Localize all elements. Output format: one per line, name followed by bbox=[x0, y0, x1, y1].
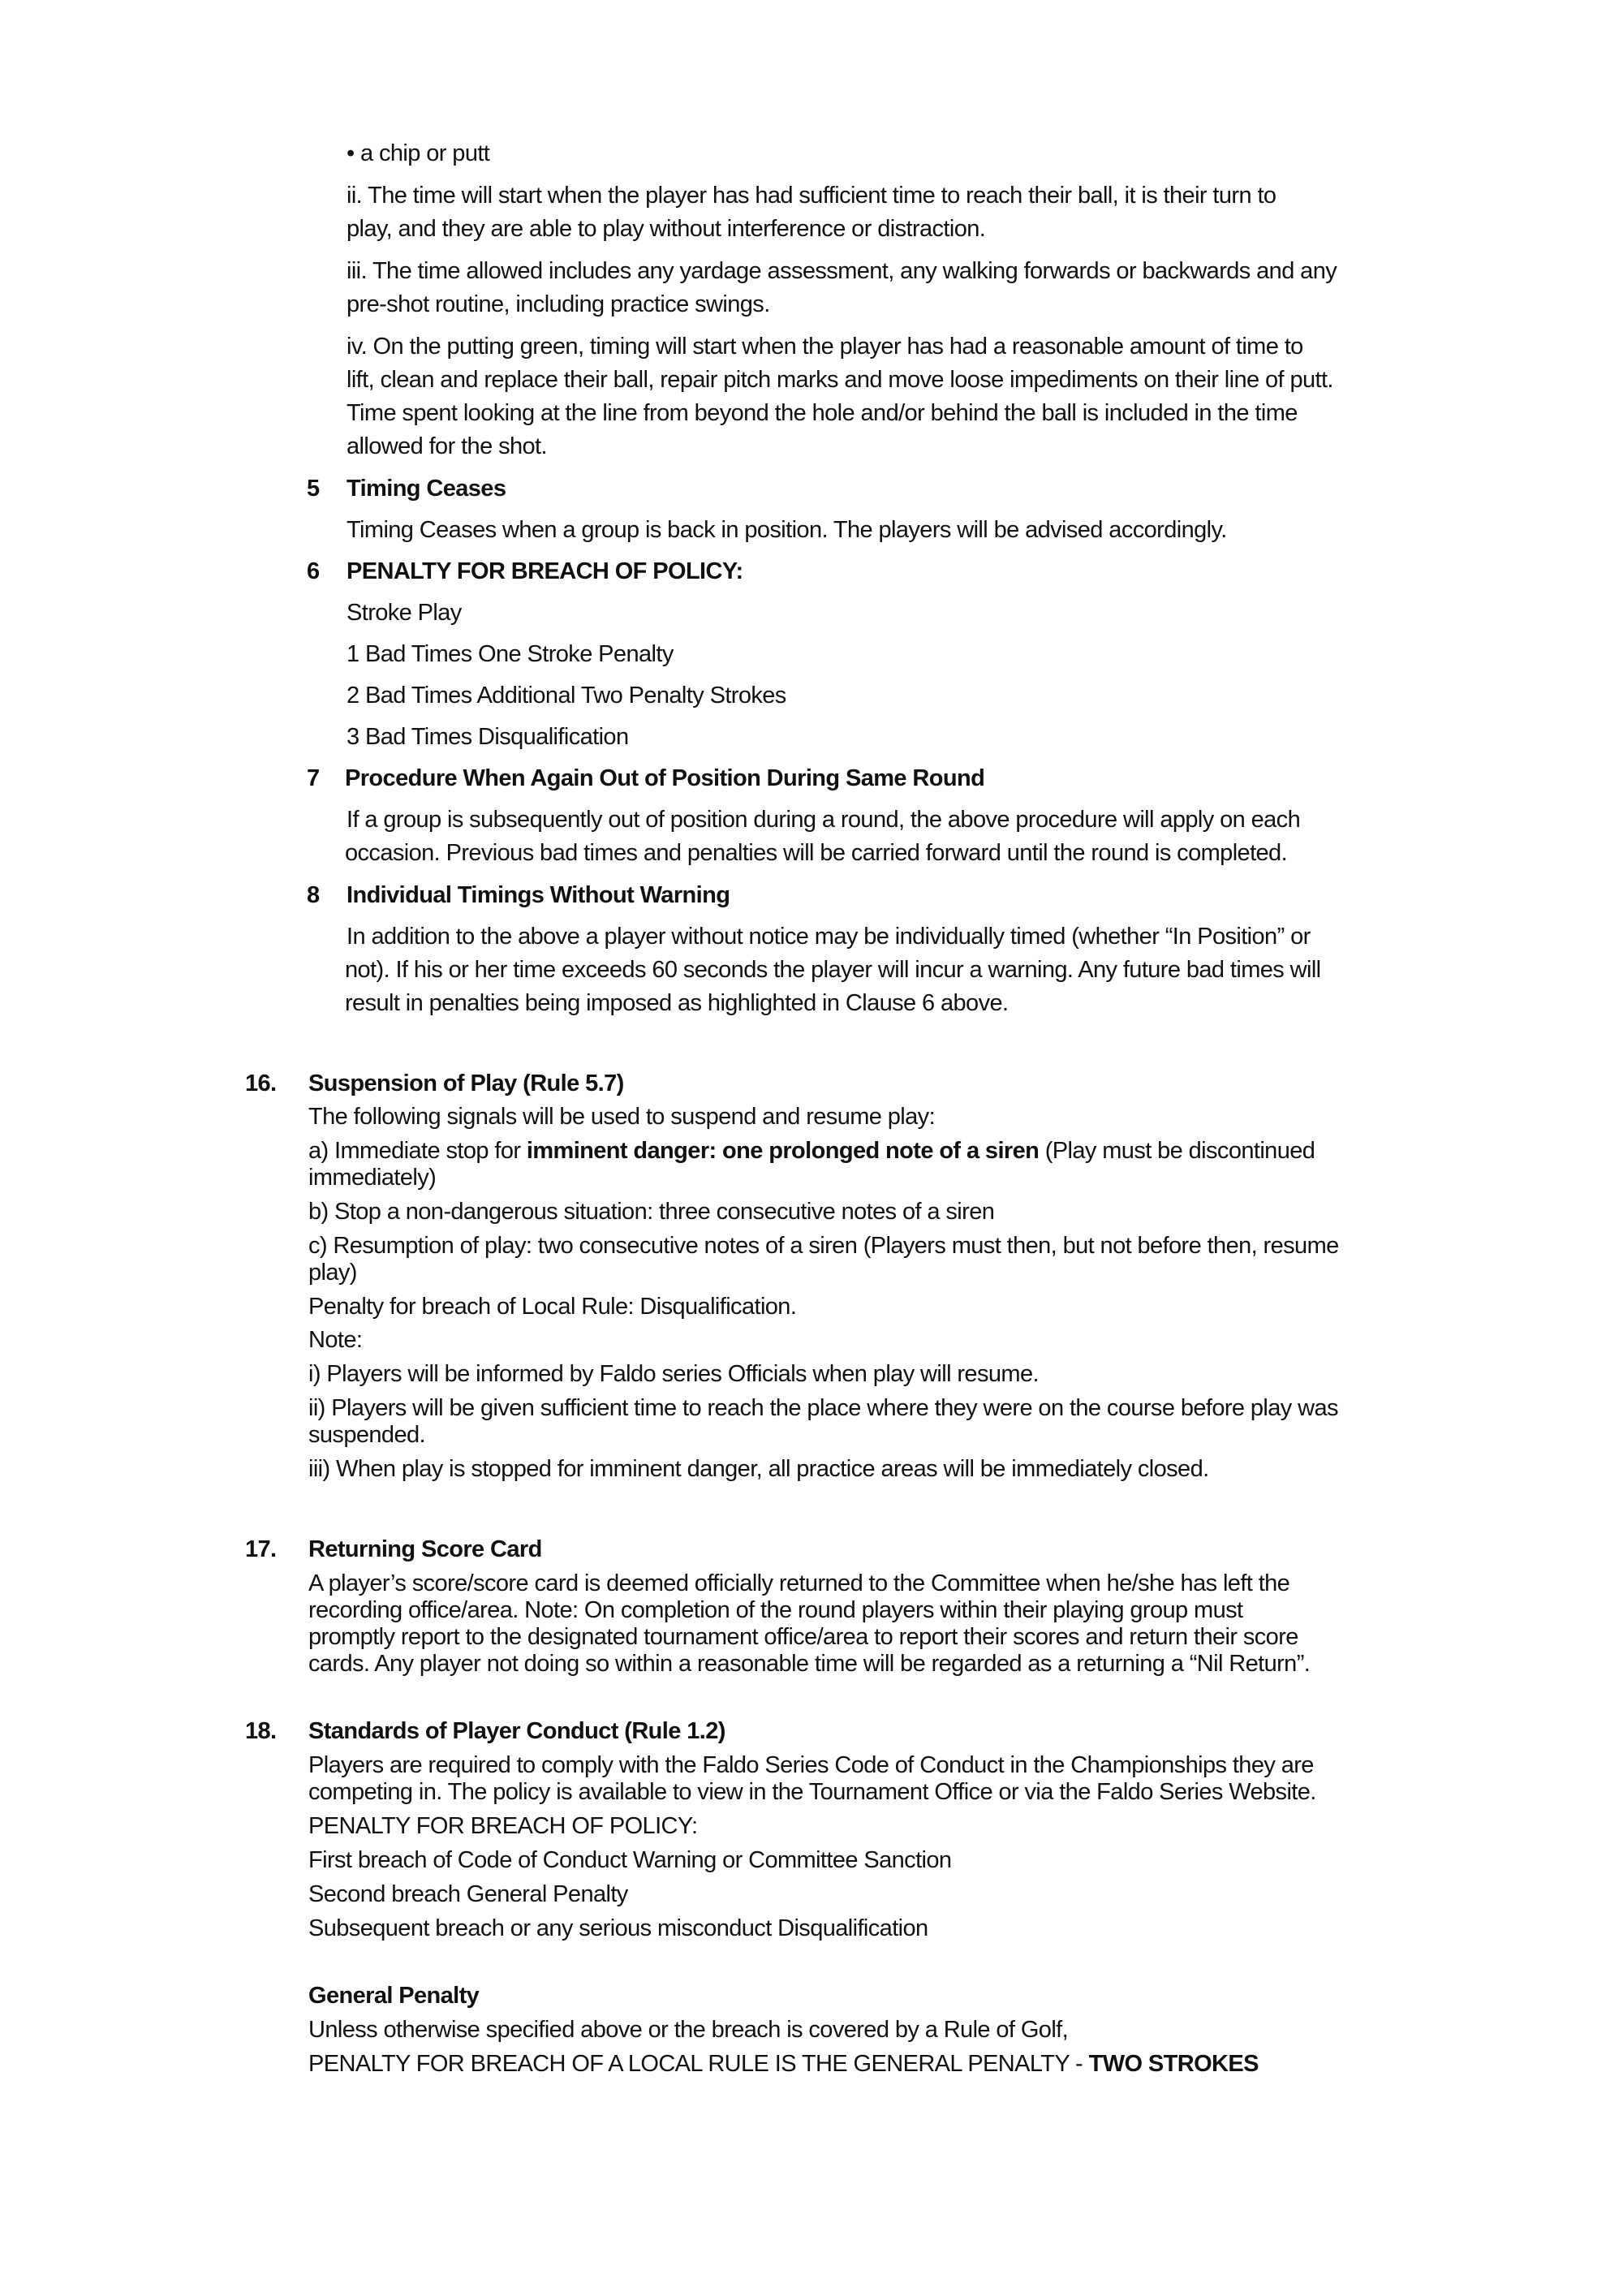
section-18-title: Standards of Player Conduct (Rule 1.2) bbox=[308, 1718, 725, 1744]
section-16-signal-c-cont: play) bbox=[308, 1260, 357, 1286]
section-18-penalty-second: Second breach General Penalty bbox=[308, 1881, 628, 1907]
section-16-number: 16. bbox=[245, 1070, 277, 1096]
section-18-line-1: Players are required to comply with the Faldo Series Code of Conduct in the Championships they are bbox=[308, 1752, 1314, 1778]
section-17-line-2: recording office/area. Note: On completion of the round players within their playing group must bbox=[308, 1597, 1243, 1623]
section-16-penalty: Penalty for breach of Local Rule: Disqualification. bbox=[308, 1294, 797, 1320]
section-16-note-ii-cont: suspended. bbox=[308, 1422, 425, 1448]
clause-5-number: 5 bbox=[307, 476, 320, 502]
section-18-penalty-subsequent: Subsequent breach or any serious misconduct Disqualification bbox=[308, 1915, 928, 1941]
clause-5-text: Timing Ceases when a group is back in position. The players will be advised accordingly. bbox=[347, 517, 1227, 543]
clause-7-line-2: occasion. Previous bad times and penalties will be carried forward until the round is completed. bbox=[345, 840, 1288, 866]
sub-item-ii-cont: play, and they are able to play without interference or distraction. bbox=[347, 216, 986, 242]
clause-8-title: Individual Timings Without Warning bbox=[347, 882, 730, 908]
clause-6-line-1: 1 Bad Times One Stroke Penalty bbox=[347, 641, 674, 667]
clause-8-line-3: result in penalties being imposed as highlighted in Clause 6 above. bbox=[345, 990, 1009, 1016]
section-16-note-ii: ii) Players will be given sufficient time to reach the place where they were on the course before play was bbox=[308, 1395, 1338, 1421]
bullet-chip-or-putt: • a chip or putt bbox=[347, 140, 490, 166]
clause-7-title: Procedure When Again Out of Position During Same Round bbox=[345, 765, 985, 791]
sub-item-ii: ii. The time will start when the player has had sufficient time to reach their ball, it is their turn to bbox=[347, 183, 1276, 209]
general-penalty-line-1: Unless otherwise specified above or the breach is covered by a Rule of Golf, bbox=[308, 2017, 1069, 2043]
imminent-danger-emphasis: imminent danger: one prolonged note of a siren bbox=[526, 1138, 1040, 1164]
section-16-note-i: i) Players will be informed by Faldo series Officials when play will resume. bbox=[308, 1361, 1039, 1387]
section-17-line-4: cards. Any player not doing so within a reasonable time will be regarded as a returning a “Nil Return”. bbox=[308, 1651, 1311, 1677]
section-16-signal-a: a) Immediate stop for imminent danger: one prolonged note of a siren (Play must be discontinued bbox=[308, 1138, 1315, 1164]
clause-7-line-1: If a group is subsequently out of position during a round, the above procedure will apply on each bbox=[347, 807, 1301, 833]
sub-item-iv-cont1: lift, clean and replace their ball, repair pitch marks and move loose impediments on their line of putt. bbox=[347, 367, 1333, 393]
section-16-title: Suspension of Play (Rule 5.7) bbox=[308, 1070, 624, 1096]
section-18-penalty-first: First breach of Code of Conduct Warning or Committee Sanction bbox=[308, 1847, 952, 1873]
section-16-note-label: Note: bbox=[308, 1327, 363, 1353]
section-16-intro: The following signals will be used to suspend and resume play: bbox=[308, 1104, 936, 1130]
sub-item-iii: iii. The time allowed includes any yardage assessment, any walking forwards or backwards and any bbox=[347, 258, 1337, 284]
section-18-number: 18. bbox=[245, 1718, 277, 1744]
section-16-signal-c: c) Resumption of play: two consecutive notes of a siren (Players must then, but not before then, resume bbox=[308, 1233, 1339, 1259]
clause-6-line-3: 3 Bad Times Disqualification bbox=[347, 724, 629, 750]
two-strokes-emphasis: TWO STROKES bbox=[1088, 2051, 1259, 2077]
clause-6-line-2: 2 Bad Times Additional Two Penalty Strokes bbox=[347, 683, 786, 709]
sub-item-iv-cont3: allowed for the shot. bbox=[347, 433, 547, 459]
clause-8-line-2: not). If his or her time exceeds 60 seconds the player will incur a warning. Any future bad times will bbox=[345, 957, 1321, 983]
section-17-number: 17. bbox=[245, 1536, 277, 1562]
section-17-line-3: promptly report to the designated tournament office/area to report their scores and return their score bbox=[308, 1624, 1298, 1650]
section-16-signal-a-cont: immediately) bbox=[308, 1165, 437, 1191]
section-16-note-iii: iii) When play is stopped for imminent danger, all practice areas will be immediately closed. bbox=[308, 1456, 1209, 1482]
clause-5-title: Timing Ceases bbox=[347, 476, 506, 502]
clause-6-title: PENALTY FOR BREACH OF POLICY: bbox=[347, 558, 743, 584]
sub-item-iv-cont2: Time spent looking at the line from beyond the hole and/or behind the ball is included in the time bbox=[347, 400, 1298, 426]
clause-6-line-stroke-play: Stroke Play bbox=[347, 600, 462, 626]
sub-item-iv: iv. On the putting green, timing will start when the player has had a reasonable amount of time to bbox=[347, 334, 1303, 360]
section-18-line-2: competing in. The policy is available to view in the Tournament Office or via the Faldo Series Website. bbox=[308, 1779, 1316, 1805]
general-penalty-title: General Penalty bbox=[308, 1983, 480, 2009]
clause-8-line-1: In addition to the above a player without notice may be individually timed (whether “In Position” or bbox=[347, 924, 1311, 950]
section-16-signal-b: b) Stop a non-dangerous situation: three consecutive notes of a siren bbox=[308, 1199, 995, 1225]
section-18-penalty-heading: PENALTY FOR BREACH OF POLICY: bbox=[308, 1813, 698, 1839]
clause-6-number: 6 bbox=[307, 558, 320, 584]
section-17-title: Returning Score Card bbox=[308, 1536, 542, 1562]
clause-7-number: 7 bbox=[307, 765, 320, 791]
sub-item-iii-cont: pre-shot routine, including practice swings. bbox=[347, 291, 770, 317]
general-penalty-line-2: PENALTY FOR BREACH OF A LOCAL RULE IS THE GENERAL PENALTY - TWO STROKES bbox=[308, 2051, 1259, 2077]
section-17-line-1: A player’s score/score card is deemed officially returned to the Committee when he/she has left the bbox=[308, 1570, 1290, 1596]
clause-8-number: 8 bbox=[307, 882, 320, 908]
